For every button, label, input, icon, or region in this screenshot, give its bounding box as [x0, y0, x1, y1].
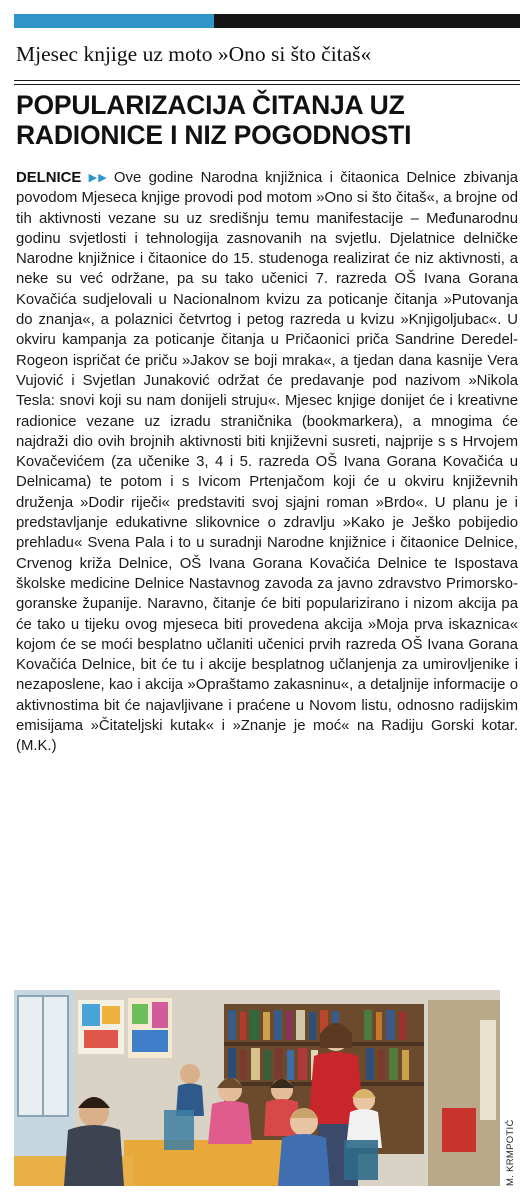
article-photo — [14, 990, 500, 1186]
top-bar-blue-segment — [14, 14, 214, 28]
top-bar-black-segment — [214, 14, 520, 28]
article-headline: POPULARIZACIJA ČITANJA UZ RADIONICE I NIZ POGODNOSTI — [16, 90, 412, 150]
article-kicker: Mjesec knjige uz moto »Ono si što čitaš« — [16, 42, 372, 66]
article-body-text: Ove godine Narodna knjižnica i čitaonica Delnice zbivanja povodom Mjeseca knjige provodi pod motom »Ono si što čitaš«, a brojne od tih aktivnosti vezane su uz središnju temu manifestacije – Međunarodnu godinu svjetlosti i tehnologija zasnovanih na svjetlu. Djelatnice delničke Narodne knjižnice i čitaonice do 15. studenoga realizirat će niz aktivnosti, a neke su već održane, pa su tako učenici 7. razreda OŠ Ivana Gorana Kovačića sudjelovali u Nacionalnom kvizu za poticanje čitanja »Putovanja do znanja«, a polaznici četvrtog i petog razreda u kvizu »Knjigoljubac«. U okviru kampanja za poticanje čitanja u Pričaonici priča Sandrine Deredel-Rogeon ispričat će priču »Jakov se boji mraka«, a tjedan dana kasnije Vera Vujović i Svjetlan Junaković održat će predavanje pod nazivom »Nikola Tesla: snovi koji su nam donijeli struju«. Mjesec knjige donijet će i kreativne radionice vezane uz izradu straničnika (bookmarkera), a mnogima će najdraži dio ovih brojnih aktivnosti biti književni susreti, najprije s s Hrvojem Kovačevićem (za učenike 3, 4 i 5. razreda OŠ Ivana Gorana Kovačića u Delnicama) te potom i s Ivicom Prtenjačom koji će u okviru književnih druženja »Dodir riječi« predstaviti svoj sjajni roman »Brdo«. U planu je i predstavljanje edukativne slikovnice o zdravlju »Kako je Ješko pobijedio prehladu« Svena Pala i to u suradnji Narodne knjižnice i čitaonice Delnice, Crvenog križa Delnice, OŠ Ivana Gorana Kovačića Delnice te Ispostava školske medicine Delnice Nastavnog zavoda za javno zdravstvo Primorsko-goranske županije. Naravno, čitanje će biti popularizirano i nizom akcija pa će tako u tijeku ovog mjeseca biti provedena akcija »Moja prva iskaznica« kojom će se moći besplatno učlaniti učenici prvih razreda OŠ Ivana Gorana Kovačića Delnice, bit će tu i akcije besplatnog učlanjenja za umirovljenike i nezaposlene, kao i akcija »Opraštamo zakasninu«, a detaljnije informacije o aktivnostima bit će najavljivane i praćene u Novom listu, odnosno radijskim emisijama »Čitateljski kutak« i »Znanje je moć« na Radiju Gorski kotar. (M.K.) — [16, 170, 518, 755]
top-color-bar — [14, 14, 520, 28]
double-chevron-right-icon: ▶▶ — [85, 172, 108, 184]
kicker-rule-top — [14, 80, 520, 81]
photo-credit: M. KRMPOTIĆ — [505, 1119, 516, 1186]
classroom-photo-illustration — [14, 990, 500, 1186]
kicker-rule-bottom — [14, 84, 520, 85]
article-body — [16, 168, 518, 757]
dateline: DELNICE — [16, 170, 82, 186]
